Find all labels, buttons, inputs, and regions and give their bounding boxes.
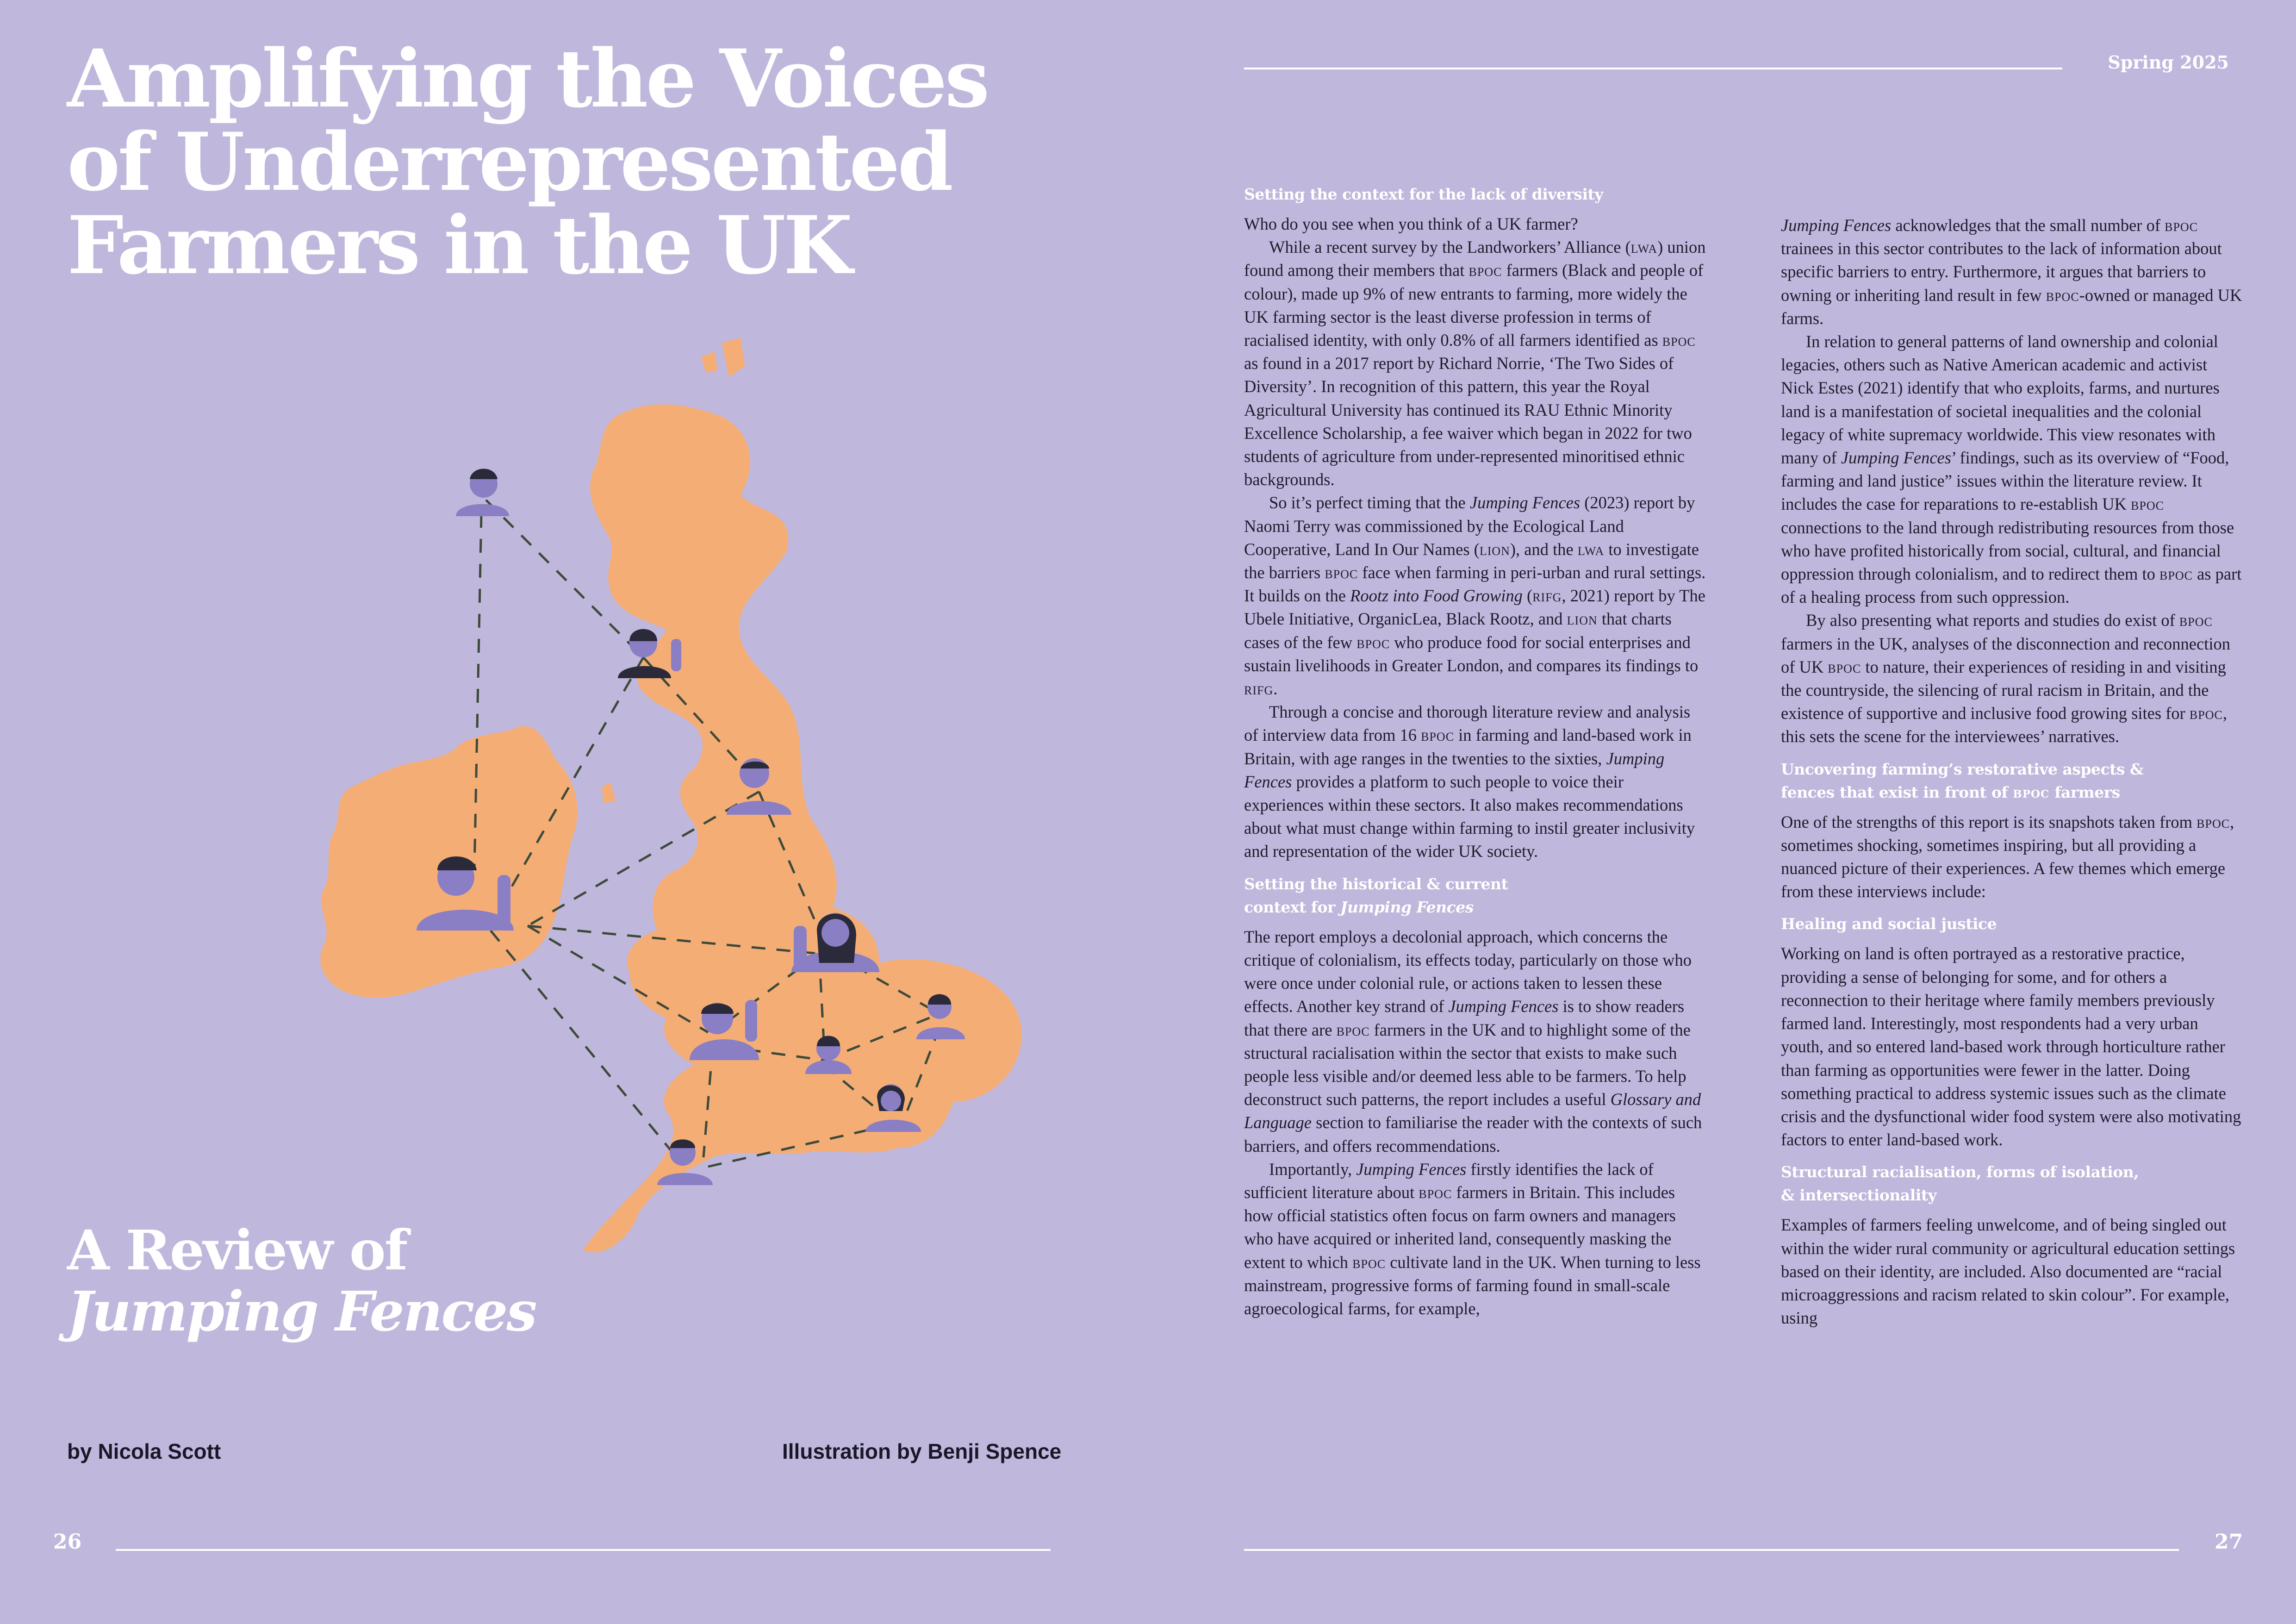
map-land — [320, 338, 1021, 1252]
author-credit: by Nicola Scott — [67, 1439, 221, 1463]
title-line-2: of Underrepresented — [67, 115, 951, 209]
body-column-2: Jumping Fences acknowledges that the small number of bpoc trainees in this sector contributes to the lack of information about specific barriers to entry. Furthermore, it argues that barriers to owning or inheriting land result in few bpoc-owned or managed UK farms. In relation to general patterns of land ownership and colonial legacies, others such as Native American academic and activist Nick Estes (2021) identify that who exploits, farms, and nurtures land is a manifestation of societal inequalities and the colonial legacy of white supremacy worldwide. This view resonates with many of Jumping Fences’ findings, such as its overview of “Food, farming and land justice” issues within the literature review. It includes the case for reparations to re-establish UK bpoc connections to the land through redistributing resources from those who have profited historically from social, cultural, and financial oppression through colonialism, and to redirect them to bpoc as part of a healing process from such oppression. By also presenting what reports and studies do exist of bpoc farmers in the UK, analyses of the disconnection and reconnection of UK bpoc to nature, their experiences of residing in and visiting the countryside, the silencing of rural racism in Britain, and the existence of supportive and inclusive food growing sites for bpoc, this sets the scene for the interviewees’ narratives. Uncovering farming’s restorative aspects & fences that exist in front of bpoc farmers One of the strengths of this report is its snapshots taken from bpoc, sometimes shocking, sometimes inspiring, but all providing a nuanced picture of their experiences. A few themes which emerge from these interviews include: Healing and social justice Working on land is often portrayed as a restorative practice, providing a sense of belonging for some, and for others a reconnection to their heritage where family members previously farmed land. Interestingly, most respondents had a very urban youth, and so entered land-based work through horticulture rather than farming as opportunities were fewer in the latter. Doing something practical to address systemic issues such as the climate crisis and the dysfunctional wider food system were also motivating factors to enter land-based work. Structural racialisation, forms of isolation, & intersectionality Examples of farmers feeling unwelcome, and of being singled out within the wider rural community or agricultural education settings based on their identity, are included. Also documented are “racial microaggressions and racism related to skin colour”. For example, using — [1781, 214, 2244, 1330]
footer-rule-right — [1244, 1549, 2179, 1551]
issue-season: Spring 2025 — [2108, 52, 2229, 73]
section-heading-historical: Setting the historical & current context for Jumping Fences — [1244, 874, 1508, 916]
subtitle-line-2: Jumping Fences — [67, 1279, 536, 1343]
illustrator-credit: Illustration by Benji Spence — [782, 1439, 1062, 1463]
farmer-figure-1 — [456, 469, 509, 517]
section-heading-healing: Healing and social justice — [1781, 915, 1997, 933]
header-rule — [1244, 68, 2062, 69]
page-number-left: 26 — [53, 1530, 82, 1554]
title-line-1: Amplifying the Voices — [67, 31, 988, 125]
review-subtitle — [67, 1220, 715, 1342]
uk-map-illustration — [278, 324, 1064, 1296]
section-heading-restorative: Uncovering farming’s restorative aspects & fences that exist in front of bpoc farmers — [1781, 760, 2144, 801]
section-heading-context: Setting the context for the lack of diversity — [1244, 185, 1603, 203]
title-line-3: Farmers in the UK — [67, 198, 851, 292]
footer-rule-left — [116, 1549, 1051, 1551]
page-number-right: 27 — [2215, 1530, 2243, 1554]
body-column-1: Setting the context for the lack of diversity Who do you see when you think of a UK farmer? While a recent survey by the Landworkers’ Alliance (lwa) union found among their members that bpoc farmers (Black and people of colour), made up 9% of new entrants to farming, more widely the UK farming sector is the least diverse profession in terms of racialised identity, with only 0.8% of all farmers identified as bpoc as found in a 2017 report by Richard Norrie, ‘The Two Sides of Diversity’. In recognition of this pattern, this year the Royal Agricultural University has continued its RAU Ethnic Minority Excellence Scholarship, a fee waiver which began in 2022 for two students of agriculture from under-represented minoritised ethnic backgrounds. So it’s perfect timing that the Jumping Fences (2023) report by Naomi Terry was commissioned by the Ecological Land Cooperative, Land In Our Names (lion), and the lwa to investigate the barriers bpoc face when farming in peri-urban and rural settings. It builds on the Rootz into Food Growing (rifg, 2021) report by The Ubele Initiative, OrganicLea, Black Rootz, and lion that charts cases of the few bpoc who produce food for social enterprises and sustain livelihoods in Greater London, and compares its findings to rifg. Through a concise and thorough literature review and analysis of interview data from 16 bpoc in farming and land-based work in Britain, with age ranges in the twenties to the sixties, Jumping Fences provides a platform to such people to voice their experiences within these sectors. It also makes recommendations about what must change within farming to instil greater inclusivity and representation of the wider UK society. Setting the historical & current context for Jumping Fences The report employs a decolonial approach, which concerns the critique of colonialism, its effects today, particularly on those who were once under colonial rule, or actions taken to lessen these effects. Another key strand of Jumping Fences is to show readers that there are bpoc farmers in the UK and to highlight some of the structural racialisation within the sector that exists to make such people less visible and/or deemed less able to be farmers. To help deconstruct such patterns, the report includes a useful Glossary and Language section to familiarise the reader with the contexts of such barriers, and offers recommendations. Importantly, Jumping Fences firstly identifies the lack of sufficient literature about bpoc farmers in Britain. This includes how official statistics often focus on farm owners and managers who have acquired or inherited land, consequently masking the extent to which bpoc cultivate land in the UK. When turning to less mainstream, progressive forms of farming found in small-scale agroecological farms, for example, — [1244, 183, 1707, 1320]
section-heading-structural: Structural racialisation, forms of isolation, & intersectionality — [1781, 1163, 2139, 1205]
page-title — [67, 31, 993, 292]
subtitle-line-1: A Review of — [67, 1218, 407, 1282]
